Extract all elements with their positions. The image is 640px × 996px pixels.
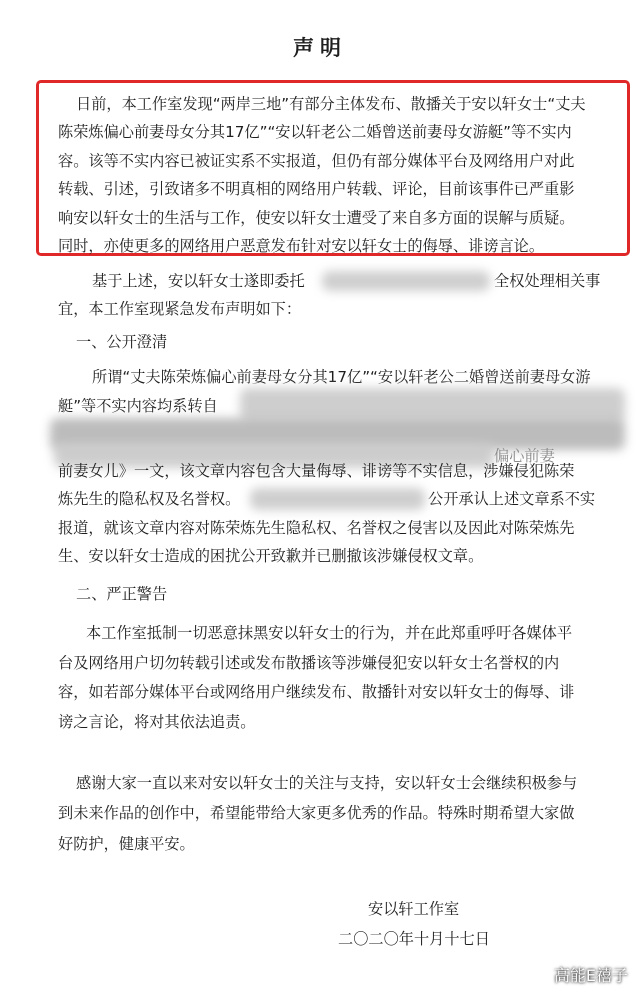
section1-heading: 一、公开澄清: [76, 333, 168, 351]
paragraph2-line1-start: 基于上述，安以轩女士遂即委托: [92, 272, 305, 290]
paragraph2-line1-end: 全权处理相关事: [494, 272, 601, 290]
paragraph3-line2: 艇”等不实内容均系转自: [58, 397, 218, 415]
section2-heading: 二、严正警告: [76, 585, 168, 603]
paragraph1-line4: 转载、引述，引致诸多不明真相的网络用户转载、评论，目前该事件已严重影: [58, 180, 575, 198]
document-title: 声明: [293, 36, 347, 60]
paragraph4-line2: 台及网络用户切勿转载引述或发布散播该等涉嫌侵犯安以轩女士名誉权的内: [58, 654, 560, 672]
paragraph1-line1: 日前，本工作室发现“两岸三地”有部分主体发布、散播关于安以轩女士“丈夫: [76, 95, 586, 113]
paragraph3-line4-end: 偏心前妻: [494, 447, 555, 465]
paragraph1-line2: 陈荣炼偏心前妻母女分其17亿”“安以轩老公二婚曾送前妻母女游艇”等不实内: [58, 123, 572, 141]
paragraph3-line7: 报道，就该文章内容对陈荣炼先生隐私权、名誉权之侵害以及因此对陈荣炼先: [58, 519, 575, 537]
redacted-name-2: [250, 488, 425, 510]
paragraph2-line2: 宜，本工作室现紧急发布声明如下：: [58, 300, 301, 318]
paragraph3-line1: 所谓“丈夫陈荣炼偏心前妻母女分其17亿”“安以轩老公二婚曾送前妻母女游: [92, 368, 591, 386]
paragraph5-line3: 好防护，健康平安。: [58, 835, 195, 853]
signature-studio: 安以轩工作室: [368, 900, 460, 918]
paragraph1-line6: 同时，亦使更多的网络用户恶意发布针对安以轩女士的侮辱、诽谤言论。: [58, 237, 544, 255]
source-watermark: 高能E禧子: [553, 966, 628, 985]
redacted-text-1: [240, 388, 625, 422]
paragraph5-line1: 感谢大家一直以来对安以轩女士的关注与支持，安以轩女士会继续积极参与: [76, 774, 578, 792]
signature-date: 二〇二〇年十月十七日: [338, 930, 490, 948]
paragraph3-line5: 前妻女儿》一文，该文章内容包含大量侮辱、诽谤等不实信息，涉嫌侵犯陈荣: [58, 462, 575, 480]
paragraph5-line2: 到未来作品的创作中，希望能带给大家更多优秀的作品。特殊时期希望大家做: [58, 804, 575, 822]
paragraph3-line6-end: 公开承认上述文章系不实: [428, 490, 596, 508]
paragraph3-line6-start: 炼先生的隐私权及名誉权。: [58, 490, 241, 508]
paragraph4-line4: 谤之言论，将对其依法追责。: [58, 713, 256, 731]
paragraph1-line3: 容。该等不实内容已被证实系不实报道，但仍有部分媒体平台及网络用户对此: [58, 152, 575, 170]
paragraph1-line5: 响安以轩女士的生活与工作，使安以轩女士遭受了来自多方面的误解与质疑。: [58, 209, 575, 227]
redacted-name-1: [322, 271, 490, 291]
paragraph4-line3: 容，如若部分媒体平台或网络用户继续发布、散播针对安以轩女士的侮辱、诽: [58, 683, 575, 701]
paragraph4-line1: 本工作室抵制一切恶意抹黑安以轩女士的行为，并在此郑重呼吁各媒体平: [86, 624, 572, 642]
paragraph3-line8: 生、安以轩女士造成的困扰公开致歉并已删撤该涉嫌侵权文章。: [58, 547, 484, 565]
